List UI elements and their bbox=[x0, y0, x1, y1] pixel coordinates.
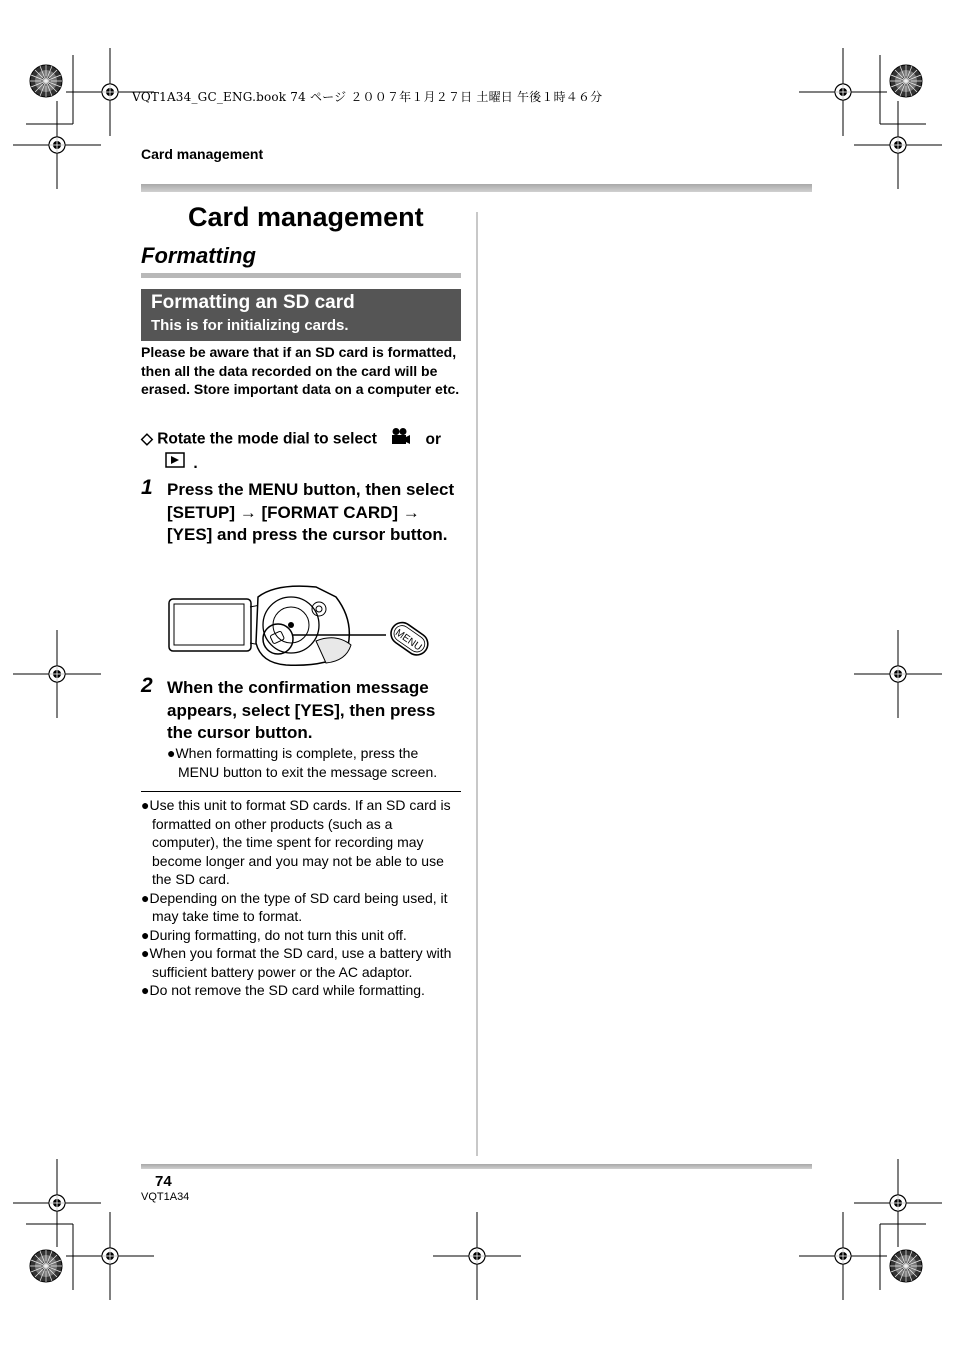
pre-step-or: or bbox=[425, 430, 441, 448]
note-text: Do not remove the SD card while formatting. bbox=[149, 982, 425, 998]
running-header: Card management bbox=[141, 146, 264, 162]
step-2-note-text: When formatting is complete, press the MENU button to exit the message screen. bbox=[175, 745, 438, 780]
step-2-text: When the confirmation message appears, select [YES], then press the cursor button. bbox=[167, 678, 436, 742]
bullet: ● bbox=[141, 926, 150, 943]
footer-rule bbox=[141, 1164, 812, 1169]
bullet: ● bbox=[141, 945, 150, 961]
note-item bbox=[141, 926, 463, 945]
note-text: Depending on the type of SD card being used, it may take time to format. bbox=[149, 889, 448, 924]
page-number: 74 bbox=[155, 1173, 172, 1190]
bullet: ● bbox=[141, 889, 150, 906]
notes-list bbox=[141, 796, 463, 1000]
topic-banner bbox=[141, 289, 461, 341]
warning-text: Please be aware that if an SD card is formatted, then all the data recorded on the card will be erased. Store important data on a computer etc. bbox=[141, 344, 460, 397]
section-title: Formatting bbox=[141, 243, 256, 268]
printer-slug-line: VQT1A34_GC_ENG.book 74 ページ ２００７年１月２７日 土曜日 午後１時４６分 bbox=[132, 90, 603, 104]
menu-button-label: MENU bbox=[393, 627, 424, 654]
note-text: When you format the SD card, use a battery with sufficient battery power or the AC adaptor. bbox=[149, 945, 452, 980]
bullet: ● bbox=[141, 797, 150, 813]
step-1-number: 1 bbox=[141, 476, 153, 499]
notes-rule bbox=[141, 791, 461, 792]
header-rule bbox=[141, 184, 812, 192]
section-rule bbox=[141, 273, 461, 278]
pre-step-end: . bbox=[193, 454, 198, 472]
banner-subtitle: This is for initializing cards. bbox=[151, 317, 349, 334]
column-divider bbox=[476, 212, 478, 1156]
step-2-note bbox=[167, 744, 457, 782]
bullet: ● bbox=[167, 745, 176, 761]
camcorder-illustration bbox=[166, 583, 434, 669]
page-title: Card management bbox=[188, 202, 424, 232]
note-text: Use this unit to format SD cards. If an SD card is formatted on other products (such as a computer), the time spent for recording may become longer and you may not be able to use the SD card. bbox=[149, 797, 451, 887]
note-item bbox=[141, 944, 463, 981]
diamond-symbol: ◇ bbox=[141, 430, 153, 448]
banner-title: Formatting an SD card bbox=[151, 292, 355, 313]
step-2-number: 2 bbox=[141, 674, 153, 697]
motion-picture-mode-icon bbox=[389, 427, 411, 452]
model-code: VQT1A34 bbox=[141, 1191, 190, 1203]
note-item bbox=[141, 796, 463, 889]
playback-mode-icon bbox=[165, 452, 185, 475]
bullet: ● bbox=[141, 982, 150, 998]
step-1-text: Press the MENU button, then select [SETUP] → [FORMAT CARD] → [YES] and press the cursor button. bbox=[167, 480, 455, 544]
pre-step-text: Rotate the mode dial to select bbox=[157, 430, 377, 448]
note-item bbox=[141, 889, 463, 926]
pre-step-instruction bbox=[141, 427, 463, 475]
note-text: During formatting, do not turn this unit off. bbox=[149, 926, 407, 943]
note-item bbox=[141, 981, 463, 1000]
